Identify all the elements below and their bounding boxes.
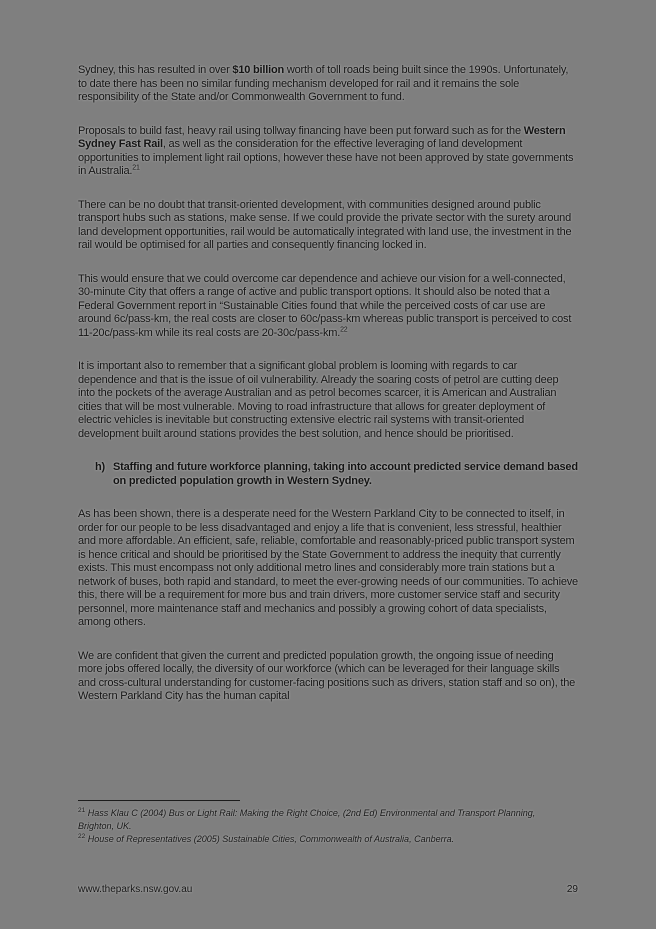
footnote — [78, 833, 568, 846]
body-paragraphs-before-heading — [78, 64, 578, 441]
footnote-reference: 21 — [132, 164, 140, 172]
body-text-run: This would ensure that we could overcome car dependence and achieve our vision for a well-connected, 30-minute City that offers a range of active and public transport options. It should also be noted that a Federal Government report in “Sustainable Cities found that while the perceived costs of car use are around 6c/pass-km, the real costs are closer to 60c/pass-km whereas public transport is perceived to cost 11-20c/pass-km while its real costs are 20-30c/pass-km. — [78, 272, 572, 339]
body-text-run: As has been shown, there is a desperate need for the Western Parkland City to be connected to itself, in order for our people to be less disadvantaged and enjoy a life that is convenient, less stressful, healthier and more affordable. An efficient, safe, reliable, comfortable and reasonably-priced public transport system is hence critical and should be prioritised by the State Government to address the inequity that currently exists. This must encompass not only additional metro lines and considerably more train stations but a network of buses, both rapid and standard, to meet the ever-growing needs of our communities. To achieve this, there will be a requirement for more bus and train drivers, more customer service staff and security personnel, more maintenance staff and mechanics and possibly a growing cohort of data specialists, among others. — [78, 508, 578, 628]
body-text-run: Sydney, this has resulted in over — [78, 64, 233, 76]
body-text-run: It is important also to remember that a significant global problem is looming with regards to car dependence and that is the issue of oil vulnerability. Already the soaring costs of petrol are cutting deep into the pockets of the average Australian and as petrol becomes scarcer, it is American and Australian cities that will be most vulnerable. Moving to road infrastructure that allows for greater deployment of electric vehicles is inevitable but constructing extensive electric rail systems with transit-oriented development built around stations provides the best solution, and hence should be prioritised. — [78, 360, 559, 440]
emphasized-text: $10 billion — [232, 64, 285, 76]
section-heading-h — [78, 461, 578, 488]
page-body-text — [78, 64, 578, 724]
footnote-marker: 21 — [78, 807, 86, 814]
footnote-text: House of Representatives (2005) Sustainable Cities, Commonwealth of Australia, Canberra. — [85, 834, 455, 844]
footer-page-number: 29 — [566, 884, 578, 895]
paragraph — [78, 273, 578, 341]
paragraph — [78, 199, 578, 253]
body-text-run: , as well as the consideration for the effective leveraging of land development opportunities to implement light rail options, however these have not been approved by state governments in Australia. — [78, 138, 574, 177]
heading-text: Staffing and future workforce planning, taking into account predicted service demand based on predicted population growth in Western Sydney. — [113, 461, 578, 487]
emphasized-text: Western Sydney Fast Rail — [78, 124, 566, 150]
paragraph — [78, 125, 578, 179]
paragraph — [78, 650, 578, 704]
heading-label: h) — [95, 461, 105, 473]
paragraph — [78, 64, 578, 105]
body-paragraphs-after-heading — [78, 508, 578, 704]
footnote-separator-rule — [78, 800, 240, 801]
body-text-run: Proposals to build fast, heavy rail using tollway financing have been put forward such as for the — [78, 124, 524, 137]
footnote-marker: 22 — [78, 833, 86, 840]
body-text-run: We are confident that given the current and predicted population growth, the ongoing issue of needing more jobs offered locally, the diversity of our workforce (which can be leveraged for their language skills and cross-cultural understanding for customer-facing positions such as drivers, station staff and so on), the Western Parkland City has the human capital — [78, 649, 576, 702]
paragraph — [78, 508, 578, 630]
footer-url: www.theparks.nsw.gov.au — [78, 884, 193, 895]
footnote-text: Hass Klau C (2004) Bus or Light Rail: Making the Right Choice, (2nd Ed) Environmental and Transport Planning, Brighton, UK. — [78, 808, 536, 831]
body-text-run: There can be no doubt that transit-oriented development, with communities designed around public transport hubs such as stations, make sense. If we could provide the private sector with the surety around land development opportunities, rail would be automatically integrated with land use, the investment in the rail would be optimised for all parties and consequently financing locked in. — [78, 198, 572, 251]
footnote — [78, 807, 568, 832]
paragraph — [78, 360, 578, 441]
body-text-run: worth of toll roads being built since the 1990s. Unfortunately, to date there has been no similar funding mechanism developed for rail and it remains the sole responsibility of the State and/or Commonwealth Government to fund. — [78, 64, 569, 103]
footnotes-block — [78, 807, 568, 847]
footnote-reference: 22 — [340, 325, 348, 333]
page-footer — [78, 884, 578, 895]
